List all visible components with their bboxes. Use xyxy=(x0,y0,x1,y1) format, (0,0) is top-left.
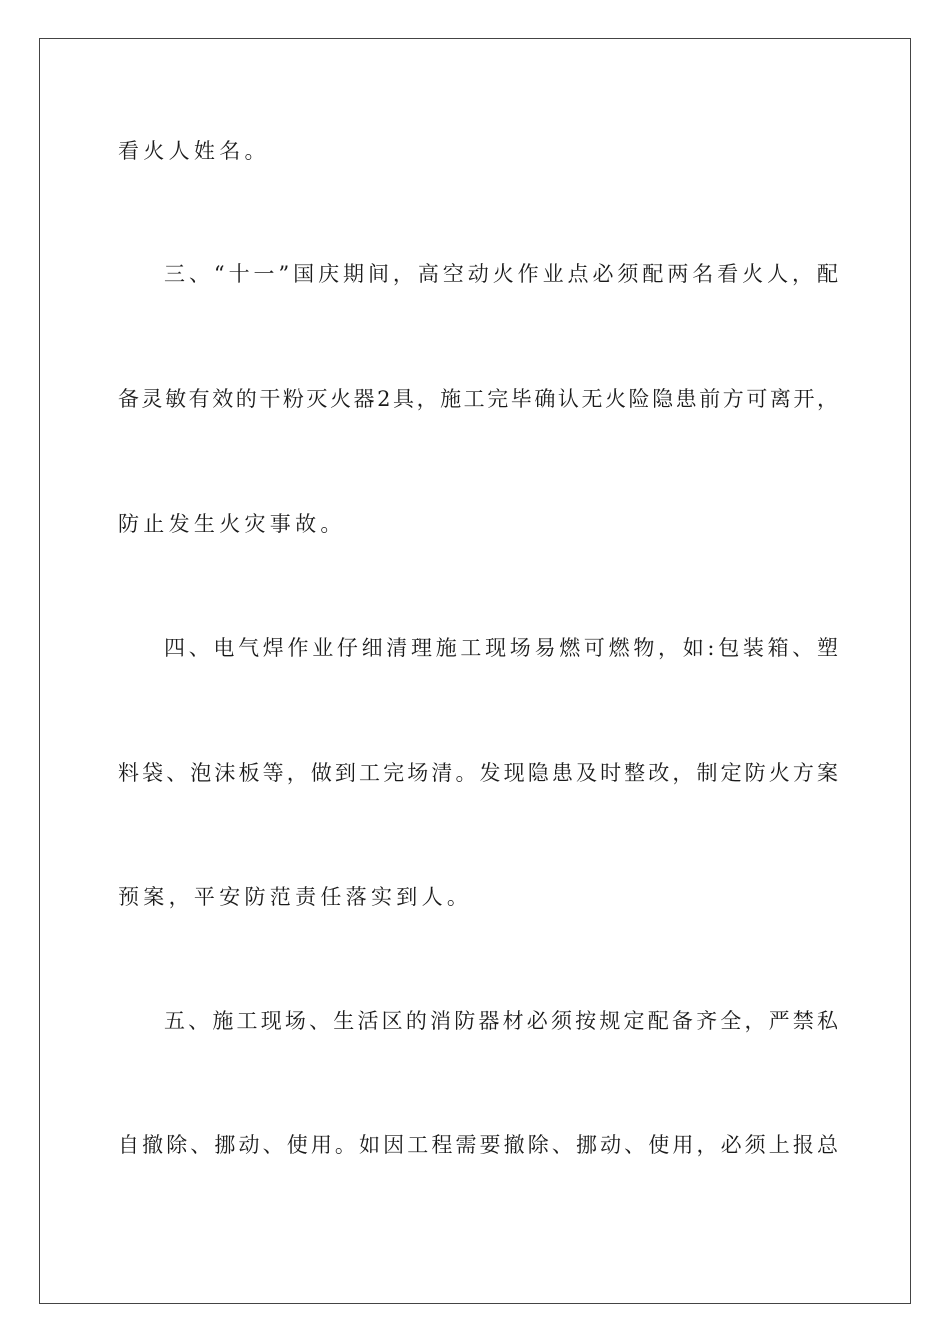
page-border xyxy=(39,38,911,1304)
paragraph-4-line-3: 预案，平安防范责任落实到人。 xyxy=(118,885,473,909)
text-line-1: 看火人姓名。 xyxy=(118,139,270,163)
paragraph-3-line-2: 备灵敏有效的干粉灭火器2具，施工完毕确认无火险隐患前方可离开， xyxy=(118,387,838,411)
paragraph-3-line-1: 三、“十一”国庆期间，高空动火作业点必须配两名看火人，配 xyxy=(164,262,838,286)
paragraph-5-line-1: 五、施工现场、生活区的消防器材必须按规定配备齐全，严禁私 xyxy=(164,1009,838,1033)
paragraph-5-line-2: 自撤除、挪动、使用。如因工程需要撤除、挪动、使用，必须上报总 xyxy=(118,1133,838,1157)
paragraph-3-line-3: 防止发生火灾事故。 xyxy=(118,512,346,536)
paragraph-4-line-2: 料袋、泡沫板等，做到工完场清。发现隐患及时整改，制定防火方案 xyxy=(118,761,838,785)
paragraph-4-line-1: 四、电气焊作业仔细清理施工现场易燃可燃物，如:包装箱、塑 xyxy=(164,636,838,660)
